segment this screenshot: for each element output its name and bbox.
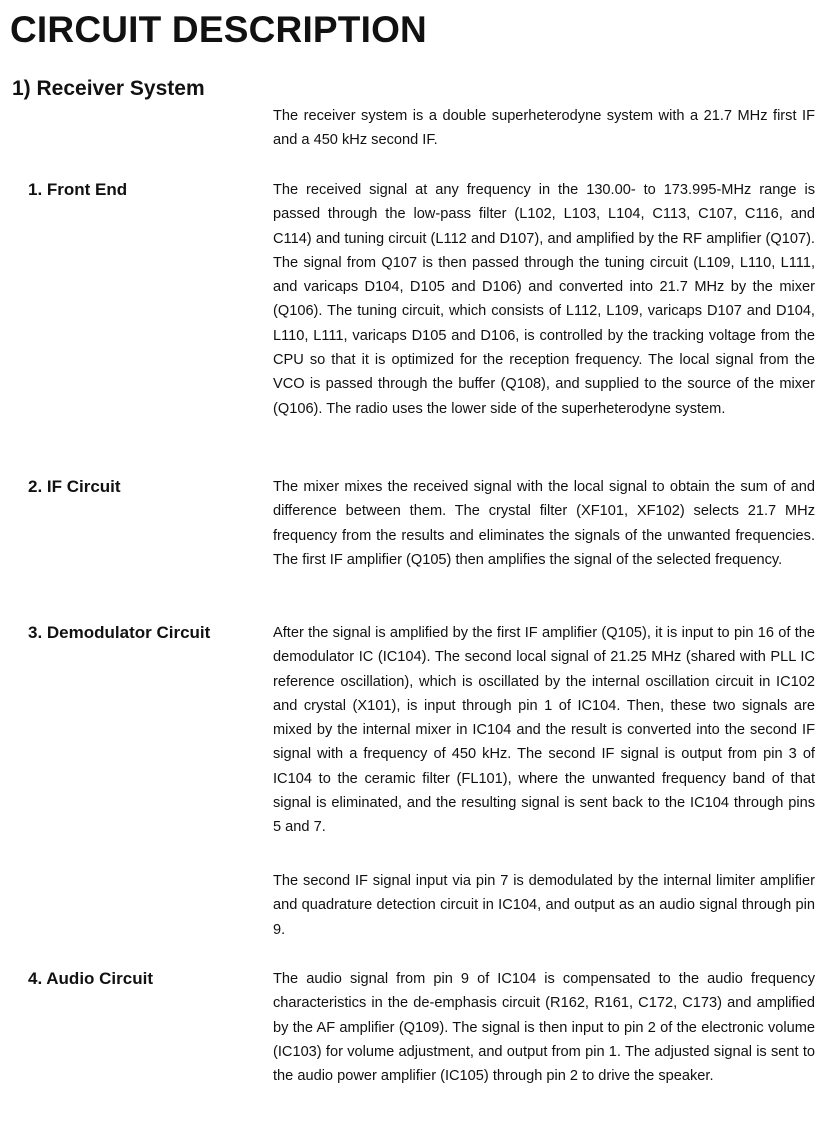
front-end-paragraph: The received signal at any frequency in the 130.00- to 173.995-MHz range is passed through the low-pass filter (L102, L103, L104, C113, C107, C116, and C114) and tuning circuit (L112 and D107), and amplified by the RF amplifier (Q107). The signal from Q107 is then passed through the tuning circuit (L109, L110, L111, and varicaps D104, D105 and D106) and converted into 21.7 MHz by the mixer (Q106). The tuning circuit, which consists of L112, L109, varicaps D107 and D104, L110, L111, varicaps D105 and D106, is controlled by the tracking voltage from the CPU so that it is optimized for the reception frequency. The local signal from the VCO is passed through the buffer (Q108), and supplied to the source of the mixer (Q106). The radio uses the lower side of the superheterodyne system. [273, 182, 815, 417]
subheading-front-end: 1. Front End [28, 180, 128, 199]
receiver-system-intro: The receiver system is a double superheterodyne system with a 21.7 MHz first IF and a 450 kHz second IF. [273, 108, 815, 149]
if-circuit-paragraph: The mixer mixes the received signal with the local signal to obtain the sum of and difference between them. The crystal filter (XF101, XF102) selects 21.7 MHz frequency from the results and eliminates the signals of the unwanted frequencies. The first IF amplifier (Q105) then amplifies the signal of the selected frequency. [273, 479, 815, 568]
demodulator-paragraph-2: The second IF signal input via pin 7 is demodulated by the internal limiter amplifier and quadrature detection circuit in IC104, and output as an audio signal through pin 9. [273, 873, 815, 938]
subheading-if-circuit: 2. IF Circuit [28, 477, 121, 496]
subheading-demodulator-circuit: 3. Demodulator Circuit [28, 623, 211, 642]
page-title: CIRCUIT DESCRIPTION [10, 9, 427, 50]
audio-circuit-paragraph: The audio signal from pin 9 of IC104 is compensated to the audio frequency characteristics in the de-emphasis circuit (R162, R161, C172, C173) and amplified by the AF amplifier (Q109). The signal is then input to pin 2 of the electronic volume (IC103) for volume adjustment, and output from pin 1. The adjusted signal is sent to the audio power amplifier (IC105) through pin 2 to drive the speaker. [273, 971, 815, 1085]
subheading-audio-circuit: 4. Audio Circuit [28, 969, 153, 988]
demodulator-paragraph-1: After the signal is amplified by the first IF amplifier (Q105), it is input to pin 16 of the demodulator IC (IC104). The second local signal of 21.25 MHz (shared with PLL IC reference oscillation), which is oscillated by the internal oscillation circuit in IC102 and crystal (X101), is input through pin 1 of IC104. Then, these two signals are mixed by the internal mixer in IC104 and the result is converted into the second IF signal with a frequency of 450 kHz. The second IF signal is output from pin 3 of IC104 to the ceramic filter (FL101), where the unwanted frequency band of that signal is eliminated, and the resulting signal is sent back to the IC104 through pins 5 and 7. [273, 625, 815, 836]
section-heading-receiver-system: 1) Receiver System [12, 77, 205, 100]
